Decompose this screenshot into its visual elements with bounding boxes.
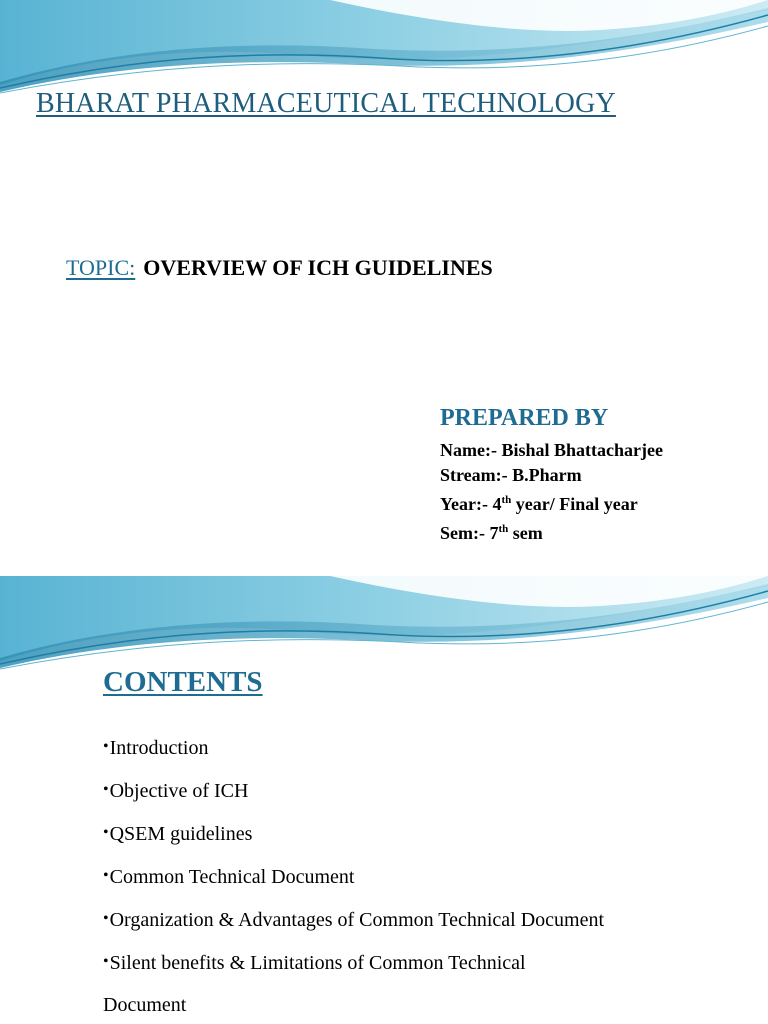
institution-title: BHARAT PHARMACEUTICAL TECHNOLOGY — [36, 88, 616, 119]
bullet-glyph: • — [103, 824, 109, 841]
bullet-glyph: • — [103, 910, 109, 927]
year-ordinal: th — [501, 494, 512, 506]
wave-header-decoration — [0, 0, 768, 95]
contents-item-label: Common Technical Document — [109, 866, 355, 888]
author-stream: Stream:- B.Pharm — [440, 465, 582, 485]
bullet-glyph: • — [103, 953, 109, 970]
sem-ordinal: th — [498, 523, 509, 535]
bullet-glyph: • — [103, 781, 109, 798]
topic-text: OVERVIEW OF ICH GUIDELINES — [143, 255, 493, 280]
prepared-by-block — [440, 405, 760, 546]
contents-item-objective — [103, 769, 743, 812]
topic-label: TOPIC: — [66, 255, 136, 280]
contents-item-ctd — [103, 855, 743, 898]
contents-item-label: QSEM guidelines — [109, 823, 253, 845]
bullet-glyph: • — [103, 738, 109, 755]
contents-heading: CONTENTS — [103, 666, 263, 698]
contents-item-benefits — [103, 941, 613, 1024]
contents-item-introduction — [103, 726, 743, 769]
sem-suffix: sem — [508, 523, 543, 543]
contents-slide — [0, 576, 768, 1024]
contents-item-label: Objective of ICH — [109, 780, 249, 802]
author-year — [440, 488, 760, 517]
contents-item-label: Silent benefits & Limitations of Common Technical Document — [103, 952, 526, 1016]
year-prefix: Year:- 4 — [440, 494, 502, 514]
wave-header-decoration — [0, 576, 768, 671]
slide-divider — [0, 568, 768, 576]
prepared-by-heading: PREPARED BY — [440, 405, 609, 431]
contents-item-qsem — [103, 812, 743, 855]
contents-item-organization — [103, 898, 743, 941]
sem-prefix: Sem:- 7 — [440, 523, 499, 543]
topic-line — [66, 255, 493, 281]
contents-list — [103, 726, 743, 1024]
author-sem — [440, 517, 760, 546]
bullet-glyph: • — [103, 867, 109, 884]
contents-item-label: Organization & Advantages of Common Technical Document — [109, 909, 605, 931]
author-name: Name:- Bishal Bhattacharjee — [440, 440, 663, 460]
contents-item-label: Introduction — [109, 737, 209, 759]
year-suffix: year/ Final year — [511, 494, 638, 514]
